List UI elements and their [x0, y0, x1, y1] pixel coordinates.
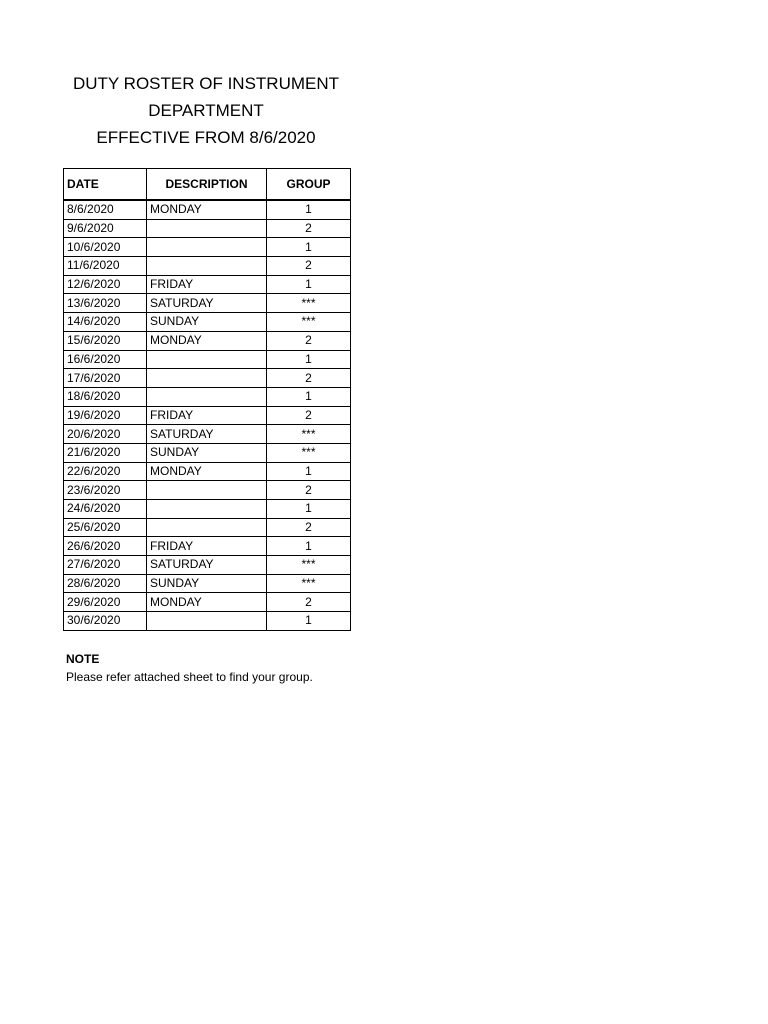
cell-group: 1 [267, 537, 351, 556]
cell-group: *** [267, 443, 351, 462]
cell-group: 1 [267, 238, 351, 257]
cell-group: 1 [267, 350, 351, 369]
cell-description [147, 257, 267, 276]
cell-group: *** [267, 313, 351, 332]
cell-description [147, 612, 267, 631]
cell-group: 1 [267, 500, 351, 519]
cell-group: 1 [267, 275, 351, 294]
cell-date: 29/6/2020 [64, 593, 147, 612]
table-row [64, 612, 351, 631]
cell-description [147, 481, 267, 500]
cell-description: MONDAY [147, 331, 267, 350]
cell-date: 26/6/2020 [64, 537, 147, 556]
cell-description: SATURDAY [147, 294, 267, 313]
table-row [64, 219, 351, 238]
table-header-row [64, 169, 351, 201]
cell-description: MONDAY [147, 200, 267, 219]
cell-date: 22/6/2020 [64, 462, 147, 481]
cell-date: 19/6/2020 [64, 406, 147, 425]
cell-date: 10/6/2020 [64, 238, 147, 257]
cell-group: 2 [267, 257, 351, 276]
cell-date: 20/6/2020 [64, 425, 147, 444]
cell-description [147, 219, 267, 238]
cell-group: *** [267, 556, 351, 575]
cell-date: 23/6/2020 [64, 481, 147, 500]
cell-description: FRIDAY [147, 275, 267, 294]
cell-date: 18/6/2020 [64, 387, 147, 406]
table-row [64, 313, 351, 332]
table-row [64, 331, 351, 350]
cell-date: 27/6/2020 [64, 556, 147, 575]
roster-table [63, 168, 351, 631]
table-row [64, 518, 351, 537]
title-line-3: EFFECTIVE FROM 8/6/2020 [96, 128, 316, 147]
table-row [64, 593, 351, 612]
cell-date: 9/6/2020 [64, 219, 147, 238]
cell-group: *** [267, 294, 351, 313]
cell-date: 16/6/2020 [64, 350, 147, 369]
table-row [64, 537, 351, 556]
header-group: GROUP [267, 169, 351, 201]
cell-group: 2 [267, 406, 351, 425]
cell-description: FRIDAY [147, 537, 267, 556]
title-line-2: DEPARTMENT [148, 101, 264, 120]
cell-group: 1 [267, 462, 351, 481]
cell-group: 2 [267, 331, 351, 350]
cell-description [147, 500, 267, 519]
cell-group: *** [267, 425, 351, 444]
header-description: DESCRIPTION [147, 169, 267, 201]
cell-group: *** [267, 574, 351, 593]
cell-description [147, 238, 267, 257]
table-row [64, 275, 351, 294]
table-row [64, 406, 351, 425]
table-row [64, 369, 351, 388]
table-row [64, 238, 351, 257]
title-line-1: DUTY ROSTER OF INSTRUMENT [72, 74, 340, 93]
cell-description: SATURDAY [147, 556, 267, 575]
cell-description: FRIDAY [147, 406, 267, 425]
cell-date: 13/6/2020 [64, 294, 147, 313]
cell-group: 2 [267, 593, 351, 612]
cell-description: SATURDAY [147, 425, 267, 444]
cell-group: 2 [267, 481, 351, 500]
cell-group: 2 [267, 369, 351, 388]
cell-group: 2 [267, 518, 351, 537]
cell-description: SUNDAY [147, 443, 267, 462]
header-date: DATE [64, 169, 147, 201]
roster-body [64, 200, 351, 630]
table-row [64, 387, 351, 406]
table-row [64, 500, 351, 519]
table-row [64, 574, 351, 593]
cell-date: 24/6/2020 [64, 500, 147, 519]
cell-date: 14/6/2020 [64, 313, 147, 332]
cell-description: MONDAY [147, 462, 267, 481]
cell-date: 8/6/2020 [64, 200, 147, 219]
cell-group: 1 [267, 387, 351, 406]
cell-description: SUNDAY [147, 313, 267, 332]
cell-date: 15/6/2020 [64, 331, 147, 350]
cell-date: 21/6/2020 [64, 443, 147, 462]
table-row [64, 257, 351, 276]
table-row [64, 294, 351, 313]
cell-description [147, 518, 267, 537]
table-row [64, 481, 351, 500]
cell-group: 2 [267, 219, 351, 238]
note-section [66, 650, 313, 686]
table-row [64, 200, 351, 219]
note-label: NOTE [66, 652, 100, 666]
note-text: Please refer attached sheet to find your group. [66, 670, 313, 684]
table-row [64, 556, 351, 575]
cell-date: 30/6/2020 [64, 612, 147, 631]
cell-description: SUNDAY [147, 574, 267, 593]
document-title [62, 70, 350, 151]
cell-date: 28/6/2020 [64, 574, 147, 593]
table-row [64, 462, 351, 481]
cell-date: 25/6/2020 [64, 518, 147, 537]
table-row [64, 443, 351, 462]
cell-description [147, 387, 267, 406]
cell-date: 11/6/2020 [64, 257, 147, 276]
cell-group: 1 [267, 612, 351, 631]
cell-description [147, 369, 267, 388]
cell-description [147, 350, 267, 369]
cell-description: MONDAY [147, 593, 267, 612]
table-row [64, 425, 351, 444]
cell-date: 17/6/2020 [64, 369, 147, 388]
cell-date: 12/6/2020 [64, 275, 147, 294]
table-row [64, 350, 351, 369]
cell-group: 1 [267, 200, 351, 219]
